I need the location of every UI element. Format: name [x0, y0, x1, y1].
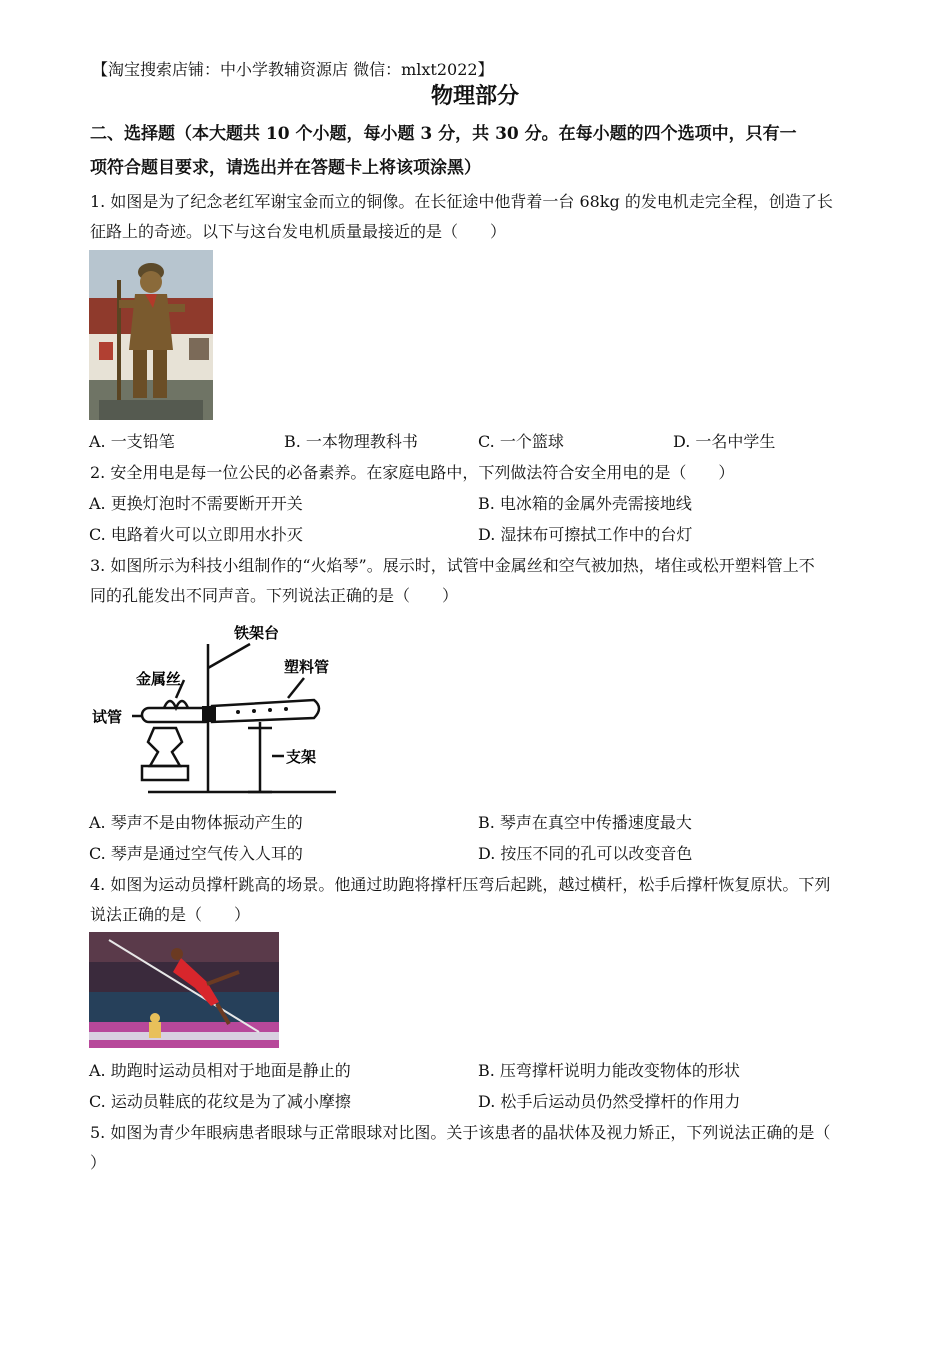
q2-option-c[interactable]: C. 电路着火可以立即用水扑灭	[89, 525, 303, 544]
q3-stem-line2: 同的孔能发出不同声音。下列说法正确的是（ ）	[90, 586, 459, 605]
label-support: 支架	[286, 748, 317, 766]
q3-option-d[interactable]: D. 按压不同的孔可以改变音色	[478, 844, 693, 863]
page-title: 物理部分	[430, 83, 519, 109]
q2-option-a[interactable]: A. 更换灯泡时不需要断开开关	[89, 494, 303, 513]
q1-statue-photo	[89, 250, 213, 420]
q4-option-a[interactable]: A. 助跑时运动员相对于地面是静止的	[89, 1061, 351, 1080]
q3-flame-harp-diagram	[88, 616, 350, 798]
q2-option-b[interactable]: B. 电冰箱的金属外壳需接地线	[478, 494, 692, 513]
q5-stem-line1: 5. 如图为青少年眼病患者眼球与正常眼球对比图。关于该患者的晶状体及视力矫正，下列说法正确的是（	[90, 1123, 831, 1142]
q3-option-c[interactable]: C. 琴声是通过空气传入人耳的	[89, 844, 303, 863]
label-pipe: 塑料管	[284, 658, 330, 676]
q4-option-d[interactable]: D. 松手后运动员仍然受撑杆的作用力	[478, 1092, 741, 1111]
q2-stem: 2. 安全用电是每一位公民的必备素养。在家庭电路中，下列做法符合安全用电的是（ ）	[90, 463, 735, 482]
q1-option-a[interactable]: A. 一支铅笔	[89, 432, 175, 451]
q1-option-b[interactable]: B. 一本物理教科书	[284, 432, 418, 451]
q4-stem-line2: 说法正确的是（ ）	[90, 905, 251, 924]
q1-option-c[interactable]: C. 一个篮球	[478, 432, 564, 451]
q4-option-b[interactable]: B. 压弯撑杆说明力能改变物体的形状	[478, 1061, 740, 1080]
q4-option-c[interactable]: C. 运动员鞋底的花纹是为了减小摩擦	[89, 1092, 351, 1111]
q4-pole-vault-photo	[89, 932, 279, 1048]
section-heading-line1: 二、选择题（本大题共 10 个小题，每小题 3 分，共 30 分。在每小题的四个选项中，只有一	[90, 124, 797, 144]
q3-option-a[interactable]: A. 琴声不是由物体振动产生的	[89, 813, 303, 832]
q1-stem-line1: 1. 如图是为了纪念老红军谢宝金而立的铜像。在长征途中他背着一台 68kg 的发电机走完全程，创造了长	[90, 192, 833, 211]
q1-option-d[interactable]: D. 一名中学生	[673, 432, 776, 451]
label-wire: 金属丝	[136, 670, 182, 688]
q2-option-d[interactable]: D. 湿抹布可擦拭工作中的台灯	[478, 525, 693, 544]
shop-header: 【淘宝搜索店铺：中小学教辅资源店 微信：mlxt2022】	[92, 60, 494, 79]
label-stand: 铁架台	[234, 624, 280, 642]
section-heading-line2: 项符合题目要求，请选出并在答题卡上将该项涂黑）	[90, 158, 481, 178]
label-tube: 试管	[92, 708, 123, 726]
q3-option-b[interactable]: B. 琴声在真空中传播速度最大	[478, 813, 692, 832]
q1-stem-line2: 征路上的奇迹。以下与这台发电机质量最接近的是（ ）	[90, 222, 507, 241]
q5-stem-line2: ）	[90, 1153, 107, 1172]
q4-stem-line1: 4. 如图为运动员撑杆跳高的场景。他通过助跑将撑杆压弯后起跳，越过横杆，松手后撑杆恢复原状。下列	[90, 875, 831, 894]
q3-stem-line1: 3. 如图所示为科技小组制作的“火焰琴”。展示时，试管中金属丝和空气被加热，堵住或松开塑料管上不	[90, 556, 815, 575]
